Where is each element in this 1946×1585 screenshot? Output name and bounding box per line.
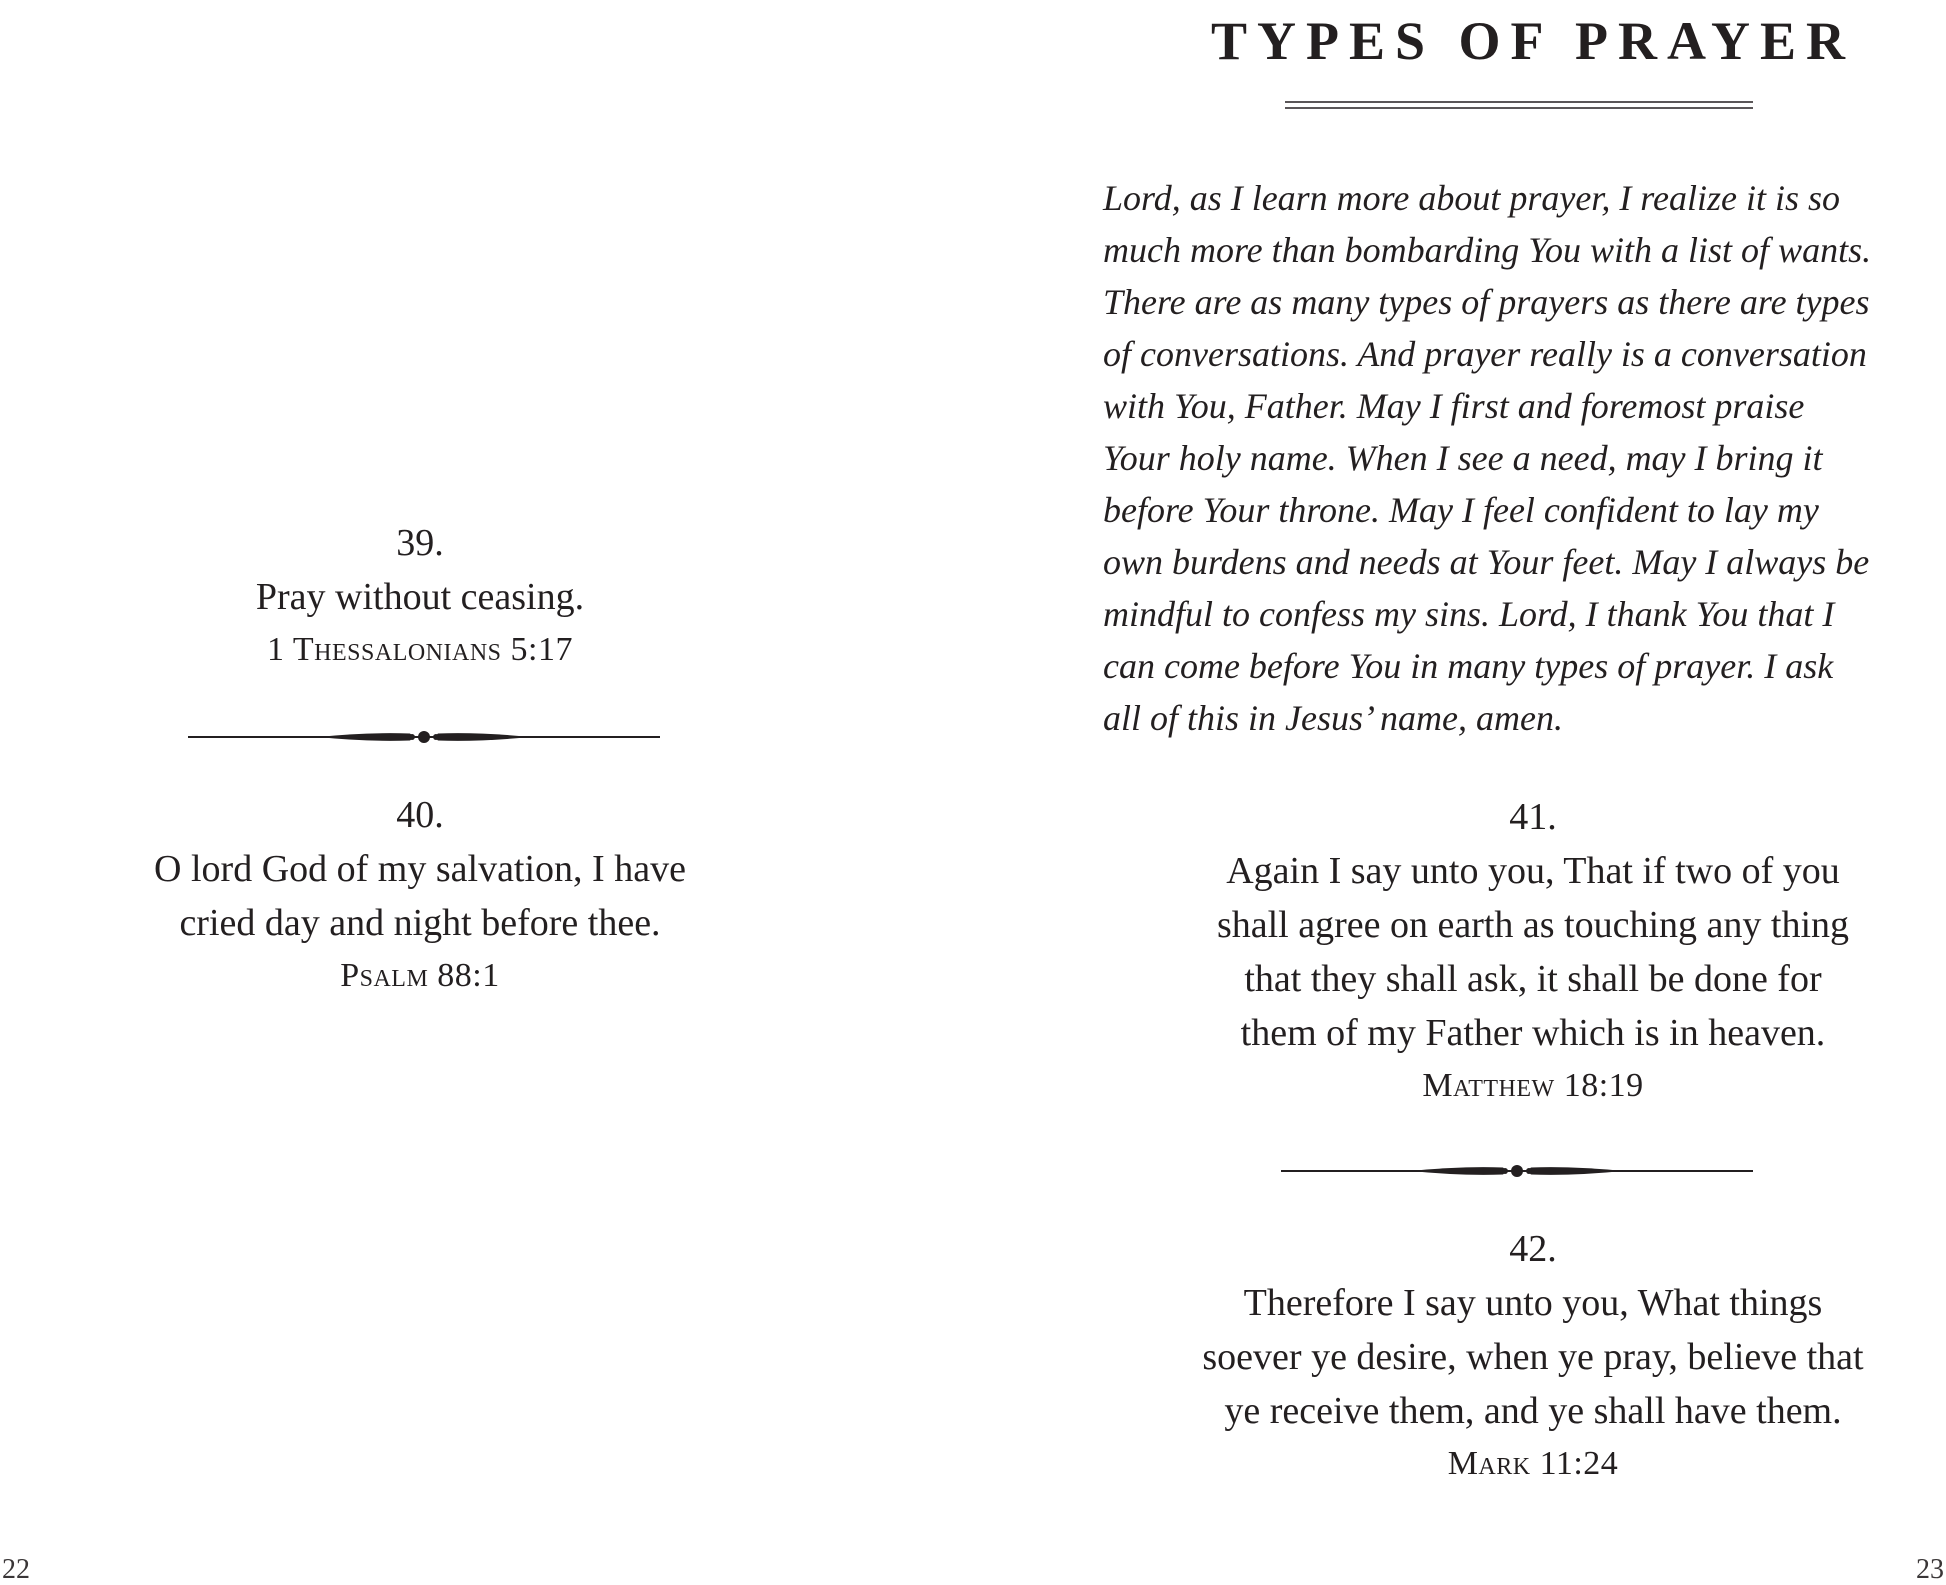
verse-line: Therefore I say unto you, What things — [1243, 1282, 1823, 1324]
verse-line: shall agree on earth as touching any thing — [1216, 904, 1850, 946]
prayer-line: Your holy name. When I see a need, may I bring it — [1103, 438, 1823, 478]
verse-line: O lord God of my salvation, I have — [154, 848, 686, 890]
verse-number: 40. — [396, 794, 444, 836]
prayer-paragraph — [1103, 172, 1923, 744]
verse-number: 41. — [1509, 796, 1557, 838]
verse-reference: Psalm 88:1 — [340, 957, 500, 994]
prayer-line: of conversations. And prayer really is a conversation — [1103, 334, 1867, 374]
prayer-line: can come before You in many types of prayer. I ask — [1103, 646, 1834, 686]
verse-reference: Mark 11:24 — [1447, 1445, 1619, 1482]
verse-41 — [1123, 790, 1943, 1112]
prayer-line: much more than bombarding You with a list of wants. — [1103, 230, 1872, 270]
prayer-line: Lord, as I learn more about prayer, I realize it is so — [1103, 178, 1840, 218]
prayer-line: own burdens and needs at Your feet. May I always be — [1103, 542, 1870, 582]
verse-line: that they shall ask, it shall be done for — [1244, 958, 1822, 1000]
prayer-line: mindful to confess my sins. Lord, I thank You that I — [1103, 594, 1835, 634]
ornamental-divider-icon — [1281, 1159, 1753, 1183]
verse-reference: 1 Thessalonians 5:17 — [267, 631, 573, 668]
verse-line: soever ye desire, when ye pray, believe that — [1202, 1336, 1864, 1378]
verse-reference: Matthew 18:19 — [1422, 1067, 1644, 1104]
page-number: 23 — [1916, 1554, 1944, 1585]
verse-line: Again I say unto you, That if two of you — [1226, 850, 1840, 892]
prayer-line: before Your throne. May I feel confident to lay my — [1103, 490, 1819, 530]
verse-line: ye receive them, and ye shall have them. — [1224, 1390, 1842, 1432]
double-rule-icon — [1285, 100, 1753, 110]
prayer-line: There are as many types of prayers as there are types — [1103, 282, 1870, 322]
verse-42 — [1123, 1222, 1943, 1490]
verse-39 — [110, 516, 730, 676]
verse-40 — [110, 788, 730, 1002]
verse-line: cried day and night before thee. — [179, 902, 661, 944]
verse-number: 39. — [396, 522, 444, 564]
chapter-title: TYPES OF PRAYER — [1210, 11, 1856, 71]
prayer-line: all of this in Jesus’ name, amen. — [1103, 698, 1563, 738]
prayer-line: with You, Father. May I first and foremost praise — [1103, 386, 1805, 426]
ornamental-divider-icon — [188, 725, 660, 749]
right-page — [973, 0, 1946, 1585]
page-number: 22 — [2, 1554, 30, 1585]
verse-number: 42. — [1509, 1228, 1557, 1270]
verse-line: them of my Father which is in heaven. — [1240, 1012, 1826, 1054]
verse-line: Pray without ceasing. — [255, 576, 585, 618]
